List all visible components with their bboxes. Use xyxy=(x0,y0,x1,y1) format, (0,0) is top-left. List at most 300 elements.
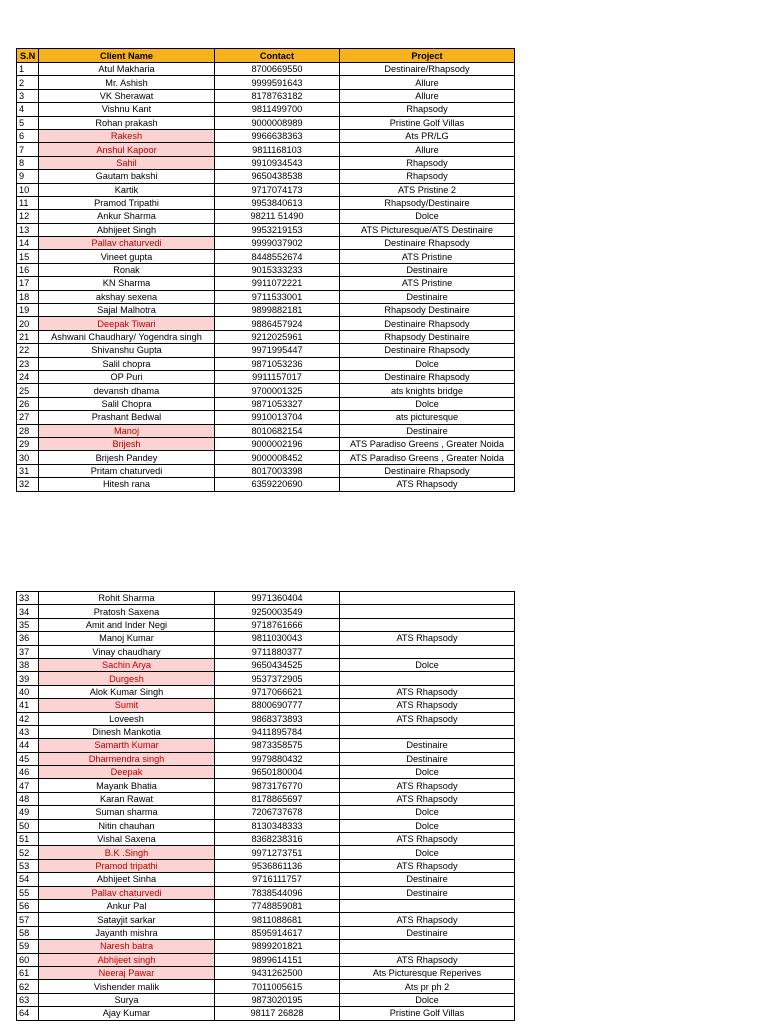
cell-contact[interactable]: 9717074173 xyxy=(215,183,340,196)
table-row xyxy=(17,592,515,605)
cell-contact[interactable]: 9811168103 xyxy=(215,143,340,156)
table-row xyxy=(17,424,515,437)
cell-client-name[interactable]: Manoj xyxy=(39,424,215,437)
cell-client-name[interactable]: Rakesh xyxy=(39,129,215,142)
cell-project[interactable]: ATS Rhapsody xyxy=(340,833,515,846)
table-row xyxy=(17,237,515,250)
cell-client-name[interactable]: Hitesh rana xyxy=(39,478,215,491)
cell-sn[interactable]: 41 xyxy=(17,699,39,712)
cell-contact[interactable]: 9899614151 xyxy=(215,953,340,966)
cell-sn[interactable]: 56 xyxy=(17,899,39,912)
table-row xyxy=(17,370,515,383)
cell-project[interactable]: Destinaire Rhapsody xyxy=(340,237,515,250)
cell-contact[interactable]: 8700669550 xyxy=(215,63,340,76)
cell-client-name[interactable]: Deepak xyxy=(39,766,215,779)
cell-client-name[interactable]: Shivanshu Gupta xyxy=(39,344,215,357)
cell-sn[interactable]: 31 xyxy=(17,464,39,477)
cell-contact[interactable]: 9886457924 xyxy=(215,317,340,330)
cell-sn[interactable]: 37 xyxy=(17,645,39,658)
cell-client-name[interactable]: Dharmendra singh xyxy=(39,752,215,765)
cell-client-name[interactable]: Rohit Sharma xyxy=(39,592,215,605)
cell-contact[interactable]: 8595914617 xyxy=(215,926,340,939)
cell-sn[interactable]: 22 xyxy=(17,344,39,357)
cell-sn[interactable]: 60 xyxy=(17,953,39,966)
cell-contact[interactable]: 8178865697 xyxy=(215,792,340,805)
cell-contact[interactable]: 9871053236 xyxy=(215,357,340,370)
cell-contact[interactable]: 9971273751 xyxy=(215,846,340,859)
cell-contact[interactable]: 9212025961 xyxy=(215,330,340,343)
cell-sn[interactable]: 3 xyxy=(17,89,39,102)
cell-sn[interactable]: 50 xyxy=(17,819,39,832)
table-row xyxy=(17,605,515,618)
cell-contact[interactable]: 9966638363 xyxy=(215,129,340,142)
cell-client-name[interactable]: Vishal Saxena xyxy=(39,833,215,846)
cell-project[interactable]: ATS Rhapsody xyxy=(340,953,515,966)
cell-client-name[interactable]: KN Sharma xyxy=(39,277,215,290)
cell-sn[interactable]: 11 xyxy=(17,196,39,209)
cell-project[interactable]: Destinaire xyxy=(340,752,515,765)
cell-client-name[interactable]: Abhijeet singh xyxy=(39,953,215,966)
cell-sn[interactable]: 28 xyxy=(17,424,39,437)
cell-sn[interactable]: 54 xyxy=(17,873,39,886)
table-row xyxy=(17,290,515,303)
cell-contact[interactable]: 6359220690 xyxy=(215,478,340,491)
cell-project[interactable]: Destinaire xyxy=(340,263,515,276)
cell-sn[interactable]: 16 xyxy=(17,263,39,276)
table-row xyxy=(17,752,515,765)
cell-project[interactable]: Rhapsody Destinaire xyxy=(340,330,515,343)
cell-project[interactable]: ATS Rhapsody xyxy=(340,913,515,926)
table-row xyxy=(17,196,515,209)
cell-project[interactable]: Dolce xyxy=(340,658,515,671)
header-contact[interactable]: Contact xyxy=(215,49,340,63)
cell-sn[interactable]: 8 xyxy=(17,156,39,169)
header-row xyxy=(17,49,515,63)
cell-contact[interactable]: 9650434525 xyxy=(215,658,340,671)
clients-table-2 xyxy=(16,591,515,1021)
cell-sn[interactable]: 45 xyxy=(17,752,39,765)
cell-project[interactable]: Ats Picturesque Reperives xyxy=(340,966,515,979)
cell-contact[interactable]: 9871053327 xyxy=(215,397,340,410)
cell-project[interactable]: Destinaire Rhapsody xyxy=(340,464,515,477)
cell-project[interactable]: ATS Rhapsody xyxy=(340,859,515,872)
cell-client-name[interactable]: akshay sexena xyxy=(39,290,215,303)
table-row xyxy=(17,833,515,846)
cell-contact[interactable]: 9537372905 xyxy=(215,672,340,685)
cell-project[interactable]: Pristine Golf Villas xyxy=(340,1007,515,1020)
cell-sn[interactable]: 17 xyxy=(17,277,39,290)
table-row xyxy=(17,304,515,317)
cell-contact[interactable]: 9910013704 xyxy=(215,411,340,424)
cell-client-name[interactable]: Brijesh xyxy=(39,437,215,450)
cell-sn[interactable]: 61 xyxy=(17,966,39,979)
cell-contact[interactable]: 98211 51490 xyxy=(215,210,340,223)
cell-client-name[interactable]: Pritam chaturvedi xyxy=(39,464,215,477)
cell-client-name[interactable]: Sajal Malhotra xyxy=(39,304,215,317)
cell-sn[interactable]: 19 xyxy=(17,304,39,317)
cell-client-name[interactable]: Salil chopra xyxy=(39,357,215,370)
cell-sn[interactable]: 12 xyxy=(17,210,39,223)
cell-project[interactable] xyxy=(340,899,515,912)
cell-contact[interactable]: 8368238316 xyxy=(215,833,340,846)
cell-sn[interactable]: 43 xyxy=(17,725,39,738)
cell-project[interactable]: Rhapsody xyxy=(340,170,515,183)
cell-project[interactable]: Rhapsody xyxy=(340,103,515,116)
cell-contact[interactable]: 9536861136 xyxy=(215,859,340,872)
cell-client-name[interactable]: Suman sharma xyxy=(39,806,215,819)
cell-contact[interactable]: 9700001325 xyxy=(215,384,340,397)
cell-contact[interactable]: 8017003398 xyxy=(215,464,340,477)
cell-project[interactable]: Rhapsody/Destinaire xyxy=(340,196,515,209)
cell-client-name[interactable]: Vishnu Kant xyxy=(39,103,215,116)
cell-project[interactable]: Dolce xyxy=(340,357,515,370)
cell-project[interactable]: Dolce xyxy=(340,819,515,832)
cell-project[interactable]: Pristine Golf Villas xyxy=(340,116,515,129)
cell-client-name[interactable]: Neeraj Pawar xyxy=(39,966,215,979)
cell-sn[interactable]: 32 xyxy=(17,478,39,491)
cell-sn[interactable]: 47 xyxy=(17,779,39,792)
cell-project[interactable]: ats knights bridge xyxy=(340,384,515,397)
cell-client-name[interactable]: Atul Makharia xyxy=(39,63,215,76)
header-sn[interactable]: S.N xyxy=(17,49,39,63)
cell-sn[interactable]: 33 xyxy=(17,592,39,605)
table-row xyxy=(17,953,515,966)
cell-project[interactable]: ATS Rhapsody xyxy=(340,792,515,805)
cell-project[interactable]: Destinaire Rhapsody xyxy=(340,344,515,357)
table-row xyxy=(17,103,515,116)
cell-contact[interactable]: 9711880377 xyxy=(215,645,340,658)
cell-client-name[interactable]: Satayjit sarkar xyxy=(39,913,215,926)
cell-client-name[interactable]: Abhijeet Singh xyxy=(39,223,215,236)
cell-project[interactable]: ATS Rhapsody xyxy=(340,699,515,712)
cell-client-name[interactable]: Gautam bakshi xyxy=(39,170,215,183)
cell-contact[interactable]: 9911072221 xyxy=(215,277,340,290)
cell-project[interactable] xyxy=(340,672,515,685)
cell-sn[interactable]: 27 xyxy=(17,411,39,424)
cell-sn[interactable]: 4 xyxy=(17,103,39,116)
cell-sn[interactable]: 36 xyxy=(17,632,39,645)
cell-contact[interactable]: 9971995447 xyxy=(215,344,340,357)
cell-sn[interactable]: 55 xyxy=(17,886,39,899)
table-row xyxy=(17,846,515,859)
table-row xyxy=(17,464,515,477)
cell-project[interactable]: ATS Picturesque/ATS Destinaire xyxy=(340,223,515,236)
cell-project[interactable]: Destinaire xyxy=(340,739,515,752)
cell-contact[interactable]: 9000008452 xyxy=(215,451,340,464)
cell-contact[interactable]: 9868373893 xyxy=(215,712,340,725)
cell-client-name[interactable]: Deepak Tiwari xyxy=(39,317,215,330)
cell-contact[interactable]: 8800690777 xyxy=(215,699,340,712)
cell-project[interactable]: Dolce xyxy=(340,210,515,223)
table-row xyxy=(17,913,515,926)
cell-contact[interactable]: 9899882181 xyxy=(215,304,340,317)
cell-contact[interactable]: 9811030043 xyxy=(215,632,340,645)
cell-client-name[interactable]: Manoj Kumar xyxy=(39,632,215,645)
cell-contact[interactable]: 9999591643 xyxy=(215,76,340,89)
cell-contact[interactable]: 8130348333 xyxy=(215,819,340,832)
cell-project[interactable] xyxy=(340,645,515,658)
cell-contact[interactable]: 9000002196 xyxy=(215,437,340,450)
cell-client-name[interactable]: Pramod tripathi xyxy=(39,859,215,872)
cell-contact[interactable]: 98117 26828 xyxy=(215,1007,340,1020)
cell-client-name[interactable]: Vineet gupta xyxy=(39,250,215,263)
cell-sn[interactable]: 1 xyxy=(17,63,39,76)
cell-client-name[interactable]: Pallav chaturvedi xyxy=(39,886,215,899)
table-row xyxy=(17,330,515,343)
cell-sn[interactable]: 48 xyxy=(17,792,39,805)
cell-client-name[interactable]: Vinay chaudhary xyxy=(39,645,215,658)
cell-client-name[interactable]: devansh dhama xyxy=(39,384,215,397)
cell-project[interactable]: ATS Paradiso Greens , Greater Noida xyxy=(340,437,515,450)
cell-contact[interactable]: 9711533001 xyxy=(215,290,340,303)
cell-client-name[interactable]: Sachin Arya xyxy=(39,658,215,671)
cell-sn[interactable]: 15 xyxy=(17,250,39,263)
cell-sn[interactable]: 5 xyxy=(17,116,39,129)
clients-table-1 xyxy=(16,48,515,492)
cell-contact[interactable]: 8448552674 xyxy=(215,250,340,263)
cell-contact[interactable]: 9971360404 xyxy=(215,592,340,605)
table-row xyxy=(17,223,515,236)
table-row xyxy=(17,344,515,357)
cell-sn[interactable]: 29 xyxy=(17,437,39,450)
cell-contact[interactable]: 7011005615 xyxy=(215,980,340,993)
table-row xyxy=(17,317,515,330)
cell-client-name[interactable]: Naresh batra xyxy=(39,940,215,953)
cell-sn[interactable]: 59 xyxy=(17,940,39,953)
cell-contact[interactable]: 9999037902 xyxy=(215,237,340,250)
cell-contact[interactable]: 9899201821 xyxy=(215,940,340,953)
cell-contact[interactable]: 9911157017 xyxy=(215,370,340,383)
cell-client-name[interactable]: Ashwani Chaudhary/ Yogendra singh xyxy=(39,330,215,343)
cell-sn[interactable]: 42 xyxy=(17,712,39,725)
cell-sn[interactable]: 58 xyxy=(17,926,39,939)
cell-sn[interactable]: 35 xyxy=(17,618,39,631)
cell-client-name[interactable]: Anshul Kapoor xyxy=(39,143,215,156)
cell-contact[interactable]: 9873020195 xyxy=(215,993,340,1006)
cell-sn[interactable]: 24 xyxy=(17,370,39,383)
cell-client-name[interactable]: Rohan prakash xyxy=(39,116,215,129)
cell-contact[interactable]: 9910934543 xyxy=(215,156,340,169)
cell-sn[interactable]: 10 xyxy=(17,183,39,196)
cell-client-name[interactable]: Ajay Kumar xyxy=(39,1007,215,1020)
cell-project[interactable]: ATS Rhapsody xyxy=(340,685,515,698)
table-row xyxy=(17,926,515,939)
cell-contact[interactable]: 9650438538 xyxy=(215,170,340,183)
cell-project[interactable]: Dolce xyxy=(340,993,515,1006)
table-row xyxy=(17,1007,515,1020)
cell-client-name[interactable]: VK Sherawat xyxy=(39,89,215,102)
cell-contact[interactable]: 7838544096 xyxy=(215,886,340,899)
cell-client-name[interactable]: Brijesh Pandey xyxy=(39,451,215,464)
cell-sn[interactable]: 7 xyxy=(17,143,39,156)
cell-project[interactable]: ATS Pristine 2 xyxy=(340,183,515,196)
cell-contact[interactable]: 7206737678 xyxy=(215,806,340,819)
table-row xyxy=(17,699,515,712)
cell-project[interactable]: ATS Rhapsody xyxy=(340,779,515,792)
cell-project[interactable]: Dolce xyxy=(340,397,515,410)
cell-sn[interactable]: 13 xyxy=(17,223,39,236)
cell-client-name[interactable]: Nitin chauhan xyxy=(39,819,215,832)
table-row xyxy=(17,89,515,102)
cell-contact[interactable]: 9953840613 xyxy=(215,196,340,209)
cell-sn[interactable]: 49 xyxy=(17,806,39,819)
cell-client-name[interactable]: Karan Rawat xyxy=(39,792,215,805)
cell-project[interactable]: Destinaire/Rhapsody xyxy=(340,63,515,76)
cell-contact[interactable]: 9431262500 xyxy=(215,966,340,979)
cell-project[interactable]: ATS Pristine xyxy=(340,277,515,290)
cell-sn[interactable]: 34 xyxy=(17,605,39,618)
cell-project[interactable] xyxy=(340,605,515,618)
cell-sn[interactable]: 51 xyxy=(17,833,39,846)
cell-client-name[interactable]: Alok Kumar Singh xyxy=(39,685,215,698)
cell-sn[interactable]: 26 xyxy=(17,397,39,410)
cell-project[interactable]: Allure xyxy=(340,76,515,89)
table-row xyxy=(17,263,515,276)
table-row xyxy=(17,183,515,196)
cell-contact[interactable]: 9717066621 xyxy=(215,685,340,698)
cell-contact[interactable]: 8178763182 xyxy=(215,89,340,102)
table-row xyxy=(17,156,515,169)
cell-sn[interactable]: 62 xyxy=(17,980,39,993)
cell-client-name[interactable]: Amit and Inder Negi xyxy=(39,618,215,631)
cell-client-name[interactable]: Loveesh xyxy=(39,712,215,725)
cell-sn[interactable]: 46 xyxy=(17,766,39,779)
cell-contact[interactable]: 9411895784 xyxy=(215,725,340,738)
table-row xyxy=(17,478,515,491)
cell-client-name[interactable]: Kartik xyxy=(39,183,215,196)
table-row xyxy=(17,250,515,263)
cell-client-name[interactable]: Sumit xyxy=(39,699,215,712)
cell-client-name[interactable]: Salil Chopra xyxy=(39,397,215,410)
cell-client-name[interactable]: Vishender malik xyxy=(39,980,215,993)
header-client-name[interactable]: Client Name xyxy=(39,49,215,63)
cell-client-name[interactable]: Prashant Bedwal xyxy=(39,411,215,424)
cell-client-name[interactable]: Samarth Kumar xyxy=(39,739,215,752)
cell-contact[interactable]: 9718761666 xyxy=(215,618,340,631)
cell-client-name[interactable]: OP Puri xyxy=(39,370,215,383)
cell-client-name[interactable]: B.K .Singh xyxy=(39,846,215,859)
cell-project[interactable]: ATS Rhapsody xyxy=(340,712,515,725)
cell-client-name[interactable]: Ankur Pal xyxy=(39,899,215,912)
cell-project[interactable]: ats picturesque xyxy=(340,411,515,424)
table-row xyxy=(17,116,515,129)
cell-contact[interactable]: 7748859081 xyxy=(215,899,340,912)
cell-project[interactable]: Ats PR/LG xyxy=(340,129,515,142)
cell-contact[interactable]: 9873176770 xyxy=(215,779,340,792)
cell-project[interactable]: ATS Rhapsody xyxy=(340,478,515,491)
cell-contact[interactable]: 9015333233 xyxy=(215,263,340,276)
cell-client-name[interactable]: Pratosh Saxena xyxy=(39,605,215,618)
cell-client-name[interactable]: Pramod Tripathi xyxy=(39,196,215,209)
cell-sn[interactable]: 23 xyxy=(17,357,39,370)
cell-sn[interactable]: 44 xyxy=(17,739,39,752)
cell-contact[interactable]: 8010682154 xyxy=(215,424,340,437)
cell-sn[interactable]: 21 xyxy=(17,330,39,343)
header-project[interactable]: Project xyxy=(340,49,515,63)
cell-project[interactable] xyxy=(340,618,515,631)
cell-client-name[interactable]: Dinesh Mankotia xyxy=(39,725,215,738)
cell-client-name[interactable]: Mr. Ashish xyxy=(39,76,215,89)
cell-sn[interactable]: 38 xyxy=(17,658,39,671)
cell-project[interactable]: Destinaire xyxy=(340,926,515,939)
cell-client-name[interactable]: Abhijeet Sinha xyxy=(39,873,215,886)
cell-client-name[interactable]: Mayank Bhatia xyxy=(39,779,215,792)
cell-client-name[interactable]: Jayanth mishra xyxy=(39,926,215,939)
cell-project[interactable]: Allure xyxy=(340,143,515,156)
cell-project[interactable]: Destinaire xyxy=(340,424,515,437)
cell-project[interactable]: Ats pr ph 2 xyxy=(340,980,515,993)
cell-client-name[interactable]: Pallav chaturvedi xyxy=(39,237,215,250)
cell-sn[interactable]: 30 xyxy=(17,451,39,464)
cell-project[interactable]: Dolce xyxy=(340,766,515,779)
cell-client-name[interactable]: Sahil xyxy=(39,156,215,169)
cell-project[interactable]: Dolce xyxy=(340,806,515,819)
cell-project[interactable]: ATS Pristine xyxy=(340,250,515,263)
cell-contact[interactable]: 9000008989 xyxy=(215,116,340,129)
cell-project[interactable]: Destinaire xyxy=(340,886,515,899)
table-row xyxy=(17,685,515,698)
cell-project[interactable]: Rhapsody Destinaire xyxy=(340,304,515,317)
cell-project[interactable] xyxy=(340,592,515,605)
cell-sn[interactable]: 18 xyxy=(17,290,39,303)
table-row xyxy=(17,899,515,912)
cell-contact[interactable]: 9250003549 xyxy=(215,605,340,618)
table-row xyxy=(17,397,515,410)
cell-sn[interactable]: 39 xyxy=(17,672,39,685)
cell-project[interactable]: Destinaire xyxy=(340,873,515,886)
cell-contact[interactable]: 9979880432 xyxy=(215,752,340,765)
cell-sn[interactable]: 64 xyxy=(17,1007,39,1020)
cell-sn[interactable]: 25 xyxy=(17,384,39,397)
cell-contact[interactable]: 9650180004 xyxy=(215,766,340,779)
cell-sn[interactable]: 14 xyxy=(17,237,39,250)
cell-client-name[interactable]: Ankur Sharma xyxy=(39,210,215,223)
cell-sn[interactable]: 2 xyxy=(17,76,39,89)
cell-client-name[interactable]: Surya xyxy=(39,993,215,1006)
cell-contact[interactable]: 9811499700 xyxy=(215,103,340,116)
table-row xyxy=(17,966,515,979)
cell-sn[interactable]: 6 xyxy=(17,129,39,142)
cell-sn[interactable]: 53 xyxy=(17,859,39,872)
cell-contact[interactable]: 9953219153 xyxy=(215,223,340,236)
cell-project[interactable]: Destinaire xyxy=(340,290,515,303)
cell-project[interactable]: Allure xyxy=(340,89,515,102)
cell-sn[interactable]: 52 xyxy=(17,846,39,859)
table-row xyxy=(17,792,515,805)
cell-sn[interactable]: 20 xyxy=(17,317,39,330)
cell-project[interactable]: Destinaire Rhapsody xyxy=(340,317,515,330)
cell-project[interactable]: ATS Paradiso Greens , Greater Noida xyxy=(340,451,515,464)
cell-project[interactable] xyxy=(340,940,515,953)
cell-sn[interactable]: 63 xyxy=(17,993,39,1006)
cell-project[interactable]: Destinaire Rhapsody xyxy=(340,370,515,383)
cell-project[interactable]: Dolce xyxy=(340,846,515,859)
cell-sn[interactable]: 9 xyxy=(17,170,39,183)
cell-project[interactable]: Rhapsody xyxy=(340,156,515,169)
cell-project[interactable] xyxy=(340,725,515,738)
cell-contact[interactable]: 9811088681 xyxy=(215,913,340,926)
table-row xyxy=(17,980,515,993)
table-row xyxy=(17,739,515,752)
cell-sn[interactable]: 57 xyxy=(17,913,39,926)
cell-client-name[interactable]: Ronak xyxy=(39,263,215,276)
cell-client-name[interactable]: Durgesh xyxy=(39,672,215,685)
cell-project[interactable]: ATS Rhapsody xyxy=(340,632,515,645)
cell-sn[interactable]: 40 xyxy=(17,685,39,698)
table-row xyxy=(17,658,515,671)
cell-contact[interactable]: 9716111757 xyxy=(215,873,340,886)
cell-contact[interactable]: 9873358575 xyxy=(215,739,340,752)
